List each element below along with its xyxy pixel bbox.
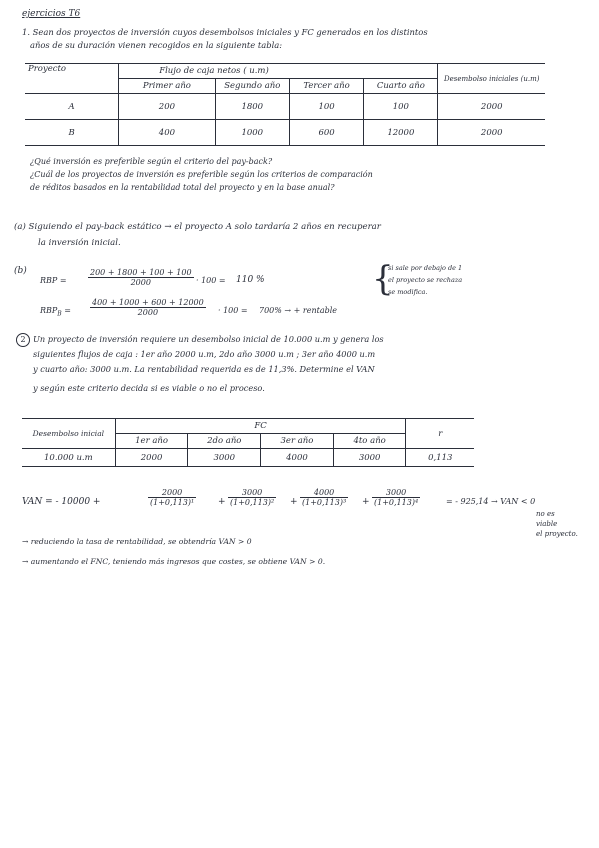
van-term-4-den: (1+0,113)⁴ [374,498,419,507]
table-row [25,94,545,120]
table-subheader-year1: Primer año [119,79,215,94]
rbp-a-denominator: 2000 [130,278,151,287]
table-cell: 4000 [261,449,334,467]
van-term-1-den: (1+0,113)¹ [150,498,195,507]
problem1-table [25,63,545,146]
van-term-2 [228,488,276,507]
table-row [25,120,545,146]
table2-cell-r: 0,113 [406,449,474,467]
conclusion-2: → aumentando el FNC, teniendo más ingresos que costes, se obtiene VAN > 0. [22,557,326,566]
van-op-2: + [290,497,298,507]
van-term-1-num: 2000 [148,488,196,498]
table2-subheader-year3: 3er año [261,434,334,449]
rbp-b-numerator: 400 + 1000 + 600 + 12000 [92,298,204,307]
rbp-a-result: 110 % [236,275,265,285]
answer-a-line1: (a) Siguiendo el pay-back estático → el proyecto A solo tardaría 2 años en recuperar [14,222,381,232]
rbp-b-label [40,306,71,318]
van-verdict-line1: no es [536,510,555,518]
table-cell: 200 [119,94,215,120]
table-cell: 1800 [215,94,289,120]
van-verdict-line3: el proyecto. [536,530,578,538]
problem2-number: 2 [16,333,30,347]
van-term-2-den: (1+0,113)² [230,498,275,507]
van-op-3: + [362,497,370,507]
problem2-statement-line4: y según este criterio decida si es viable o no el proceso. [33,383,265,393]
note-line2: el proyecto se rechaza [388,276,463,284]
answer-b-label: (b) [14,266,27,276]
table-header-desembolso: Desembolso iniciales (u.m) [438,64,545,94]
table-row [22,449,474,467]
rbp-b-label-text: RBP [40,306,58,315]
problem1-statement-line2: años de su duración vienen recogidos en la siguiente tabla: [30,40,283,50]
rbp-b-eq: = [64,306,71,315]
table2-subheader-year4: 4to año [333,434,406,449]
table2-header-r: r [406,419,474,449]
table-cell: 12000 [364,120,438,146]
table-subheader-year2: Segundo año [215,79,289,94]
note-brace: { [372,259,394,299]
van-term-4 [372,488,420,507]
table-cell: 100 [364,94,438,120]
note-line1: si sale por debajo de 1 [388,264,463,272]
van-lead: VAN = - 10000 + [22,497,101,507]
rbp-a-mid: · 100 = [196,276,226,285]
table-cell: 600 [289,120,363,146]
problem2-statement-line1: Un proyecto de inversión requiere un desembolso inicial de 10.000 u.m y genera los [33,334,384,344]
table-cell: 2000 [438,94,545,120]
van-term-1 [148,488,196,507]
van-term-3-num: 4000 [300,488,348,498]
rbp-a-numerator: 200 + 1800 + 100 + 100 [90,268,192,277]
van-result: = - 925,14 → VAN < 0 [446,497,536,506]
problem1-question2: ¿Cuál de los proyectos de inversión es preferible según los criterios de comparación [30,170,373,179]
problem1-question1: ¿Qué inversión es preferible según el criterio del pay-back? [30,157,273,166]
note-line3: se modifica. [388,288,428,296]
problem1-statement-line1: 1. Sean dos proyectos de inversión cuyos desembolsos iniciales y FC generados en los distintos [22,27,428,37]
van-op-1: + [218,497,226,507]
van-term-3-den: (1+0,113)³ [302,498,347,507]
table-cell: 400 [119,120,215,146]
table-cell: 2000 [115,449,188,467]
table-header-project: Proyecto [25,64,119,94]
table-cell-project: A [25,94,119,120]
table2-cell-desembolso: 10.000 u.m [22,449,115,467]
rbp-b-subscript: B [57,310,62,318]
table-cell-project: B [25,120,119,146]
table-cell: 3000 [333,449,406,467]
rbp-a-fraction [88,268,194,287]
table2-header-desembolso: Desembolso inicial [22,419,115,449]
page-title: ejercicios T6 [22,9,81,19]
van-term-4-num: 3000 [372,488,420,498]
table-cell: 3000 [188,449,261,467]
problem2-table [22,418,474,467]
rbp-b-result: 700% → + rentable [259,306,338,315]
table2-subheader-year2: 2do año [188,434,261,449]
problem2-statement-line2: siguientes flujos de caja : 1er año 2000 u.m, 2do año 3000 u.m ; 3er año 4000 u.m [33,349,376,359]
rbp-a-label: RBP = [40,276,67,285]
answer-a-line2: la inversión inicial. [38,238,121,248]
problem1-question3: de réditos basados en la rentabilidad total del proyecto y en la base anual? [30,183,335,192]
table-header-flows: Flujo de caja netos ( u.m) [119,64,438,79]
table-subheader-year4: Cuarto año [364,79,438,94]
rbp-b-mid: · 100 = [218,306,248,315]
van-term-3 [300,488,348,507]
rbp-b-denominator: 2000 [137,308,159,317]
van-verdict-line2: viable [536,520,558,528]
table-subheader-year3: Tercer año [289,79,363,94]
van-term-2-num: 3000 [228,488,276,498]
table2-header-fc: FC [115,419,406,434]
table-cell: 100 [289,94,363,120]
table-cell: 1000 [215,120,289,146]
rbp-b-fraction [90,298,206,317]
table-cell: 2000 [438,120,545,146]
problem2-statement-line3: y cuarto año: 3000 u.m. La rentabilidad requerida es de 11,3%. Determine el VAN [33,364,375,374]
table2-subheader-year1: 1er año [115,434,188,449]
conclusion-1: → reduciendo la tasa de rentabilidad, se obtendría VAN > 0 [22,537,252,546]
